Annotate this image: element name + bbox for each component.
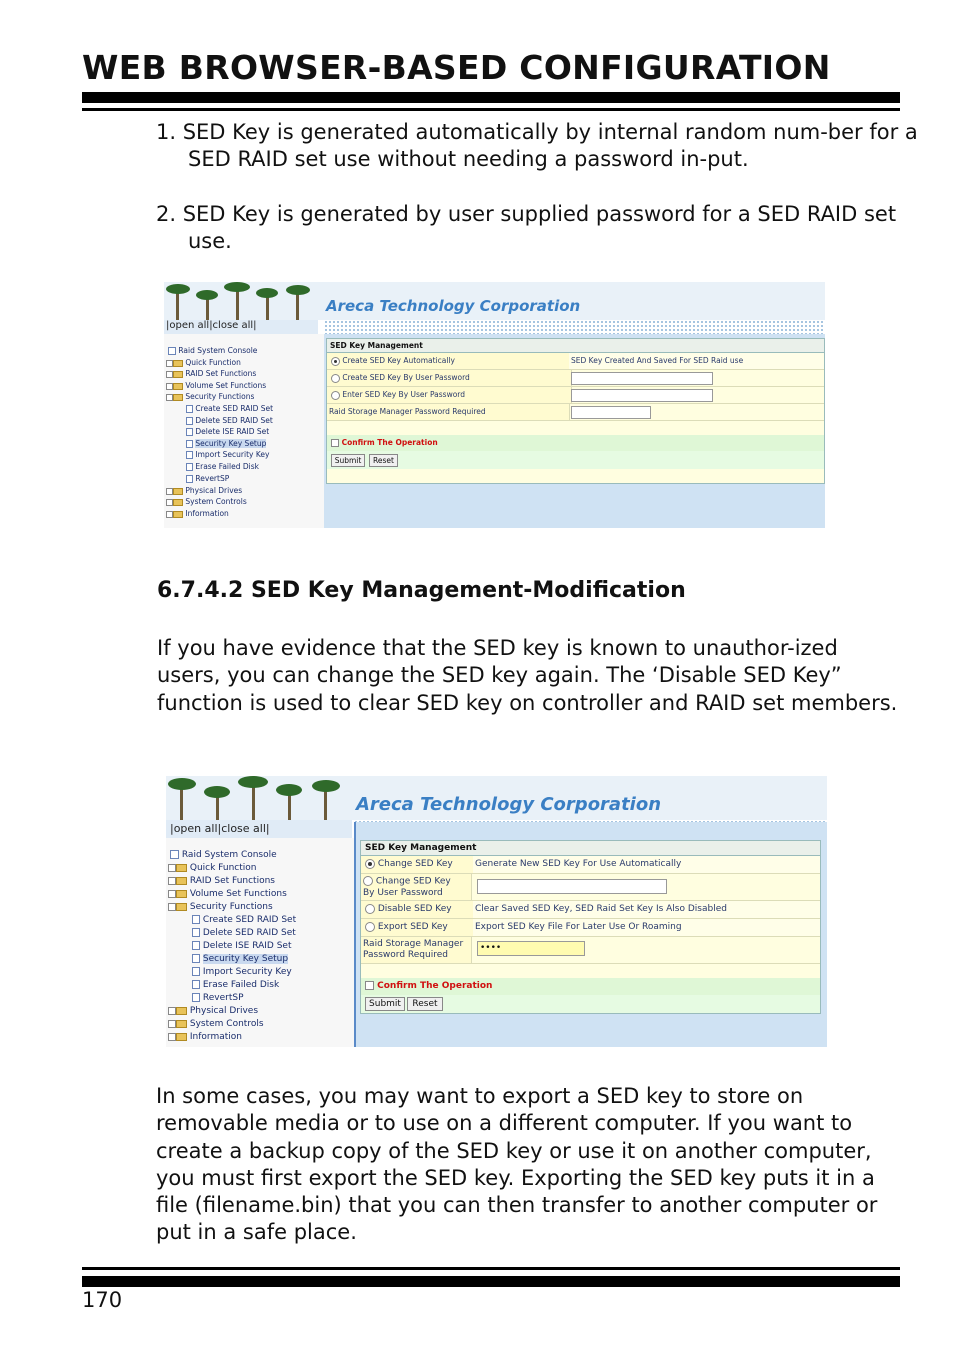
option-change-auto[interactable]: Change SED Key bbox=[361, 856, 474, 873]
brand-title: Areca Technology Corporation bbox=[326, 297, 581, 315]
radio-change-auto[interactable] bbox=[365, 859, 375, 869]
tree-information[interactable]: Information bbox=[168, 1032, 242, 1042]
password-label-line1: Raid Storage Manager bbox=[363, 939, 464, 949]
password-label bbox=[361, 937, 472, 963]
option-auto-row bbox=[327, 353, 824, 370]
option-change-password-row bbox=[361, 874, 820, 901]
content-pane bbox=[354, 822, 827, 1047]
sed-key-form bbox=[360, 840, 821, 1014]
open-close-links[interactable]: |open all|close all| bbox=[166, 820, 352, 838]
submit-button[interactable]: Submit bbox=[365, 997, 405, 1011]
option-export-row bbox=[361, 919, 820, 937]
option-change-auto-desc: Generate New SED Key For Use Automatically bbox=[473, 856, 820, 873]
content-pane bbox=[324, 334, 825, 528]
option-disable[interactable]: Disable SED Key bbox=[361, 901, 474, 918]
confirm-operation[interactable]: Confirm The Operation bbox=[361, 978, 820, 995]
paragraph-2: In some cases, you may want to export a SED key to store on removable media or to use on a different computer. If you want to create a backup copy of the SED key or use it on another computer, you must first export the SED key. Exporting the SED key puts it in a file (filename.bin) that you can then transfer to another computer or put in a safe place. bbox=[156, 1084, 878, 1245]
list-item-1: 1. SED Key is generated automatically by internal random num-ber for a SED RAID set use without needing a password in-put. bbox=[156, 120, 918, 172]
tree-delete-ise-raid-set[interactable]: Delete ISE RAID Set bbox=[192, 941, 292, 951]
radio-change-by-password[interactable] bbox=[363, 876, 373, 886]
paragraph-1: If you have evidence that the SED key is known to unauthor-ized users, you can change the SED key again. The ‘Disable SED Key” function is used to clear SED key on controller and RAID set members. bbox=[157, 636, 898, 715]
tree-revertsp[interactable]: RevertSP bbox=[186, 474, 229, 483]
option-create-by-password[interactable]: Create SED Key By User Password bbox=[327, 370, 572, 386]
password-input-2[interactable] bbox=[571, 389, 713, 402]
option-export[interactable]: Export SED Key bbox=[361, 919, 474, 936]
tree-delete-sed-raid-set[interactable]: Delete SED RAID Set bbox=[186, 416, 273, 425]
footer-rule-thin bbox=[82, 1267, 900, 1270]
password-input-1[interactable] bbox=[571, 372, 713, 385]
tree-root[interactable]: Raid System Console bbox=[168, 346, 257, 355]
brand-title: Areca Technology Corporation bbox=[356, 794, 662, 815]
password-label-line2: Password Required bbox=[363, 950, 448, 960]
sed-key-form bbox=[326, 338, 825, 484]
banner bbox=[164, 282, 825, 320]
tree-system-controls[interactable]: System Controls bbox=[168, 1019, 264, 1029]
list-item-2: 2. SED Key is generated by user supplied password for a SED RAID set use. bbox=[156, 202, 897, 254]
palm-trees-logo bbox=[168, 776, 348, 820]
open-close-links[interactable]: |open all|close all| bbox=[164, 320, 318, 334]
tree-security-key-setup[interactable]: Security Key Setup bbox=[186, 439, 266, 448]
option-change-by-password[interactable]: Change SED Key By User Password bbox=[361, 874, 472, 900]
banner-pattern bbox=[324, 320, 825, 334]
option-enter-key[interactable]: Enter SED Key By User Password bbox=[327, 387, 572, 403]
tree-physical-drives[interactable]: Physical Drives bbox=[166, 486, 242, 495]
tree-raid-set-functions[interactable]: RAID Set Functions bbox=[166, 369, 256, 378]
screenshot-sed-key-modification bbox=[166, 776, 827, 1047]
footer-rule-thick bbox=[82, 1276, 900, 1287]
confirm-operation[interactable]: Confirm The Operation bbox=[327, 435, 824, 451]
section-heading: 6.7.4.2 SED Key Management-Modification bbox=[157, 578, 686, 603]
radio-enter-key[interactable] bbox=[331, 391, 340, 400]
tree-information[interactable]: Information bbox=[166, 509, 229, 518]
password-label: Raid Storage Manager Password Required bbox=[327, 404, 570, 420]
page-number: 170 bbox=[82, 1288, 123, 1312]
new-password-input[interactable] bbox=[477, 879, 667, 894]
banner bbox=[166, 776, 827, 820]
reset-button[interactable]: Reset bbox=[407, 997, 443, 1011]
option-change-auto-row bbox=[361, 856, 820, 874]
title-rule-thin bbox=[82, 108, 900, 111]
option-disable-row bbox=[361, 901, 820, 919]
reset-button[interactable]: Reset bbox=[369, 454, 398, 467]
tree-create-sed-raid-set[interactable]: Create SED RAID Set bbox=[192, 915, 296, 925]
tree-volume-set-functions[interactable]: Volume Set Functions bbox=[166, 381, 266, 390]
option-disable-desc: Clear Saved SED Key, SED Raid Set Key Is Also Disabled bbox=[473, 901, 820, 918]
form-header: SED Key Management bbox=[327, 339, 824, 353]
radio-disable[interactable] bbox=[365, 904, 375, 914]
form-header: SED Key Management bbox=[361, 841, 820, 856]
palm-trees-logo bbox=[166, 282, 316, 320]
button-row bbox=[327, 451, 824, 469]
tree-security-functions[interactable]: Security Functions bbox=[166, 392, 254, 401]
tree-delete-ise-raid-set[interactable]: Delete ISE RAID Set bbox=[186, 427, 269, 436]
password-row bbox=[327, 404, 824, 421]
tree-erase-failed-disk[interactable]: Erase Failed Disk bbox=[192, 980, 279, 990]
option-create-auto[interactable]: Create SED Key Automatically bbox=[327, 353, 572, 369]
form-spacer bbox=[361, 964, 820, 978]
tree-physical-drives[interactable]: Physical Drives bbox=[168, 1006, 258, 1016]
screenshot-create-sed-key bbox=[164, 282, 825, 528]
tree-volume-set-functions[interactable]: Volume Set Functions bbox=[168, 889, 287, 899]
option-export-desc: Export SED Key File For Later Use Or Roaming bbox=[473, 919, 820, 936]
tree-create-sed-raid-set[interactable]: Create SED RAID Set bbox=[186, 404, 273, 413]
manager-password-input[interactable] bbox=[571, 406, 651, 419]
tree-quick-function[interactable]: Quick Function bbox=[166, 358, 241, 367]
option-enter-key-row bbox=[327, 387, 824, 404]
option-change-by-password-line2: By User Password bbox=[363, 887, 443, 898]
tree-security-key-setup[interactable]: Security Key Setup bbox=[192, 954, 288, 964]
title-rule-thick bbox=[82, 92, 900, 103]
button-row bbox=[361, 995, 820, 1013]
tree-import-security-key[interactable]: Import Security Key bbox=[186, 450, 269, 459]
tree-quick-function[interactable]: Quick Function bbox=[168, 863, 256, 873]
confirm-checkbox[interactable] bbox=[365, 981, 374, 990]
tree-raid-set-functions[interactable]: RAID Set Functions bbox=[168, 876, 275, 886]
tree-delete-sed-raid-set[interactable]: Delete SED RAID Set bbox=[192, 928, 296, 938]
tree-revertsp[interactable]: RevertSP bbox=[192, 993, 244, 1003]
tree-erase-failed-disk[interactable]: Erase Failed Disk bbox=[186, 462, 259, 471]
option-user-password-row bbox=[327, 370, 824, 387]
page-title: WEB BROWSER-BASED CONFIGURATION bbox=[82, 48, 831, 87]
tree-security-functions[interactable]: Security Functions bbox=[168, 902, 273, 912]
password-row bbox=[361, 937, 820, 964]
option-auto-desc: SED Key Created And Saved For SED Raid use bbox=[569, 353, 824, 369]
tree-root[interactable]: Raid System Console bbox=[170, 850, 277, 860]
form-spacer bbox=[327, 421, 824, 435]
manager-password-input[interactable]: •••• bbox=[477, 941, 585, 956]
radio-create-by-password[interactable] bbox=[331, 374, 340, 383]
tree-system-controls[interactable]: System Controls bbox=[166, 497, 247, 506]
radio-create-auto[interactable] bbox=[331, 357, 340, 366]
confirm-checkbox[interactable] bbox=[331, 439, 339, 447]
tree-nav bbox=[164, 334, 324, 528]
tree-import-security-key[interactable]: Import Security Key bbox=[192, 967, 292, 977]
tree-nav bbox=[166, 838, 354, 1047]
radio-export[interactable] bbox=[365, 922, 375, 932]
submit-button[interactable]: Submit bbox=[331, 454, 365, 467]
